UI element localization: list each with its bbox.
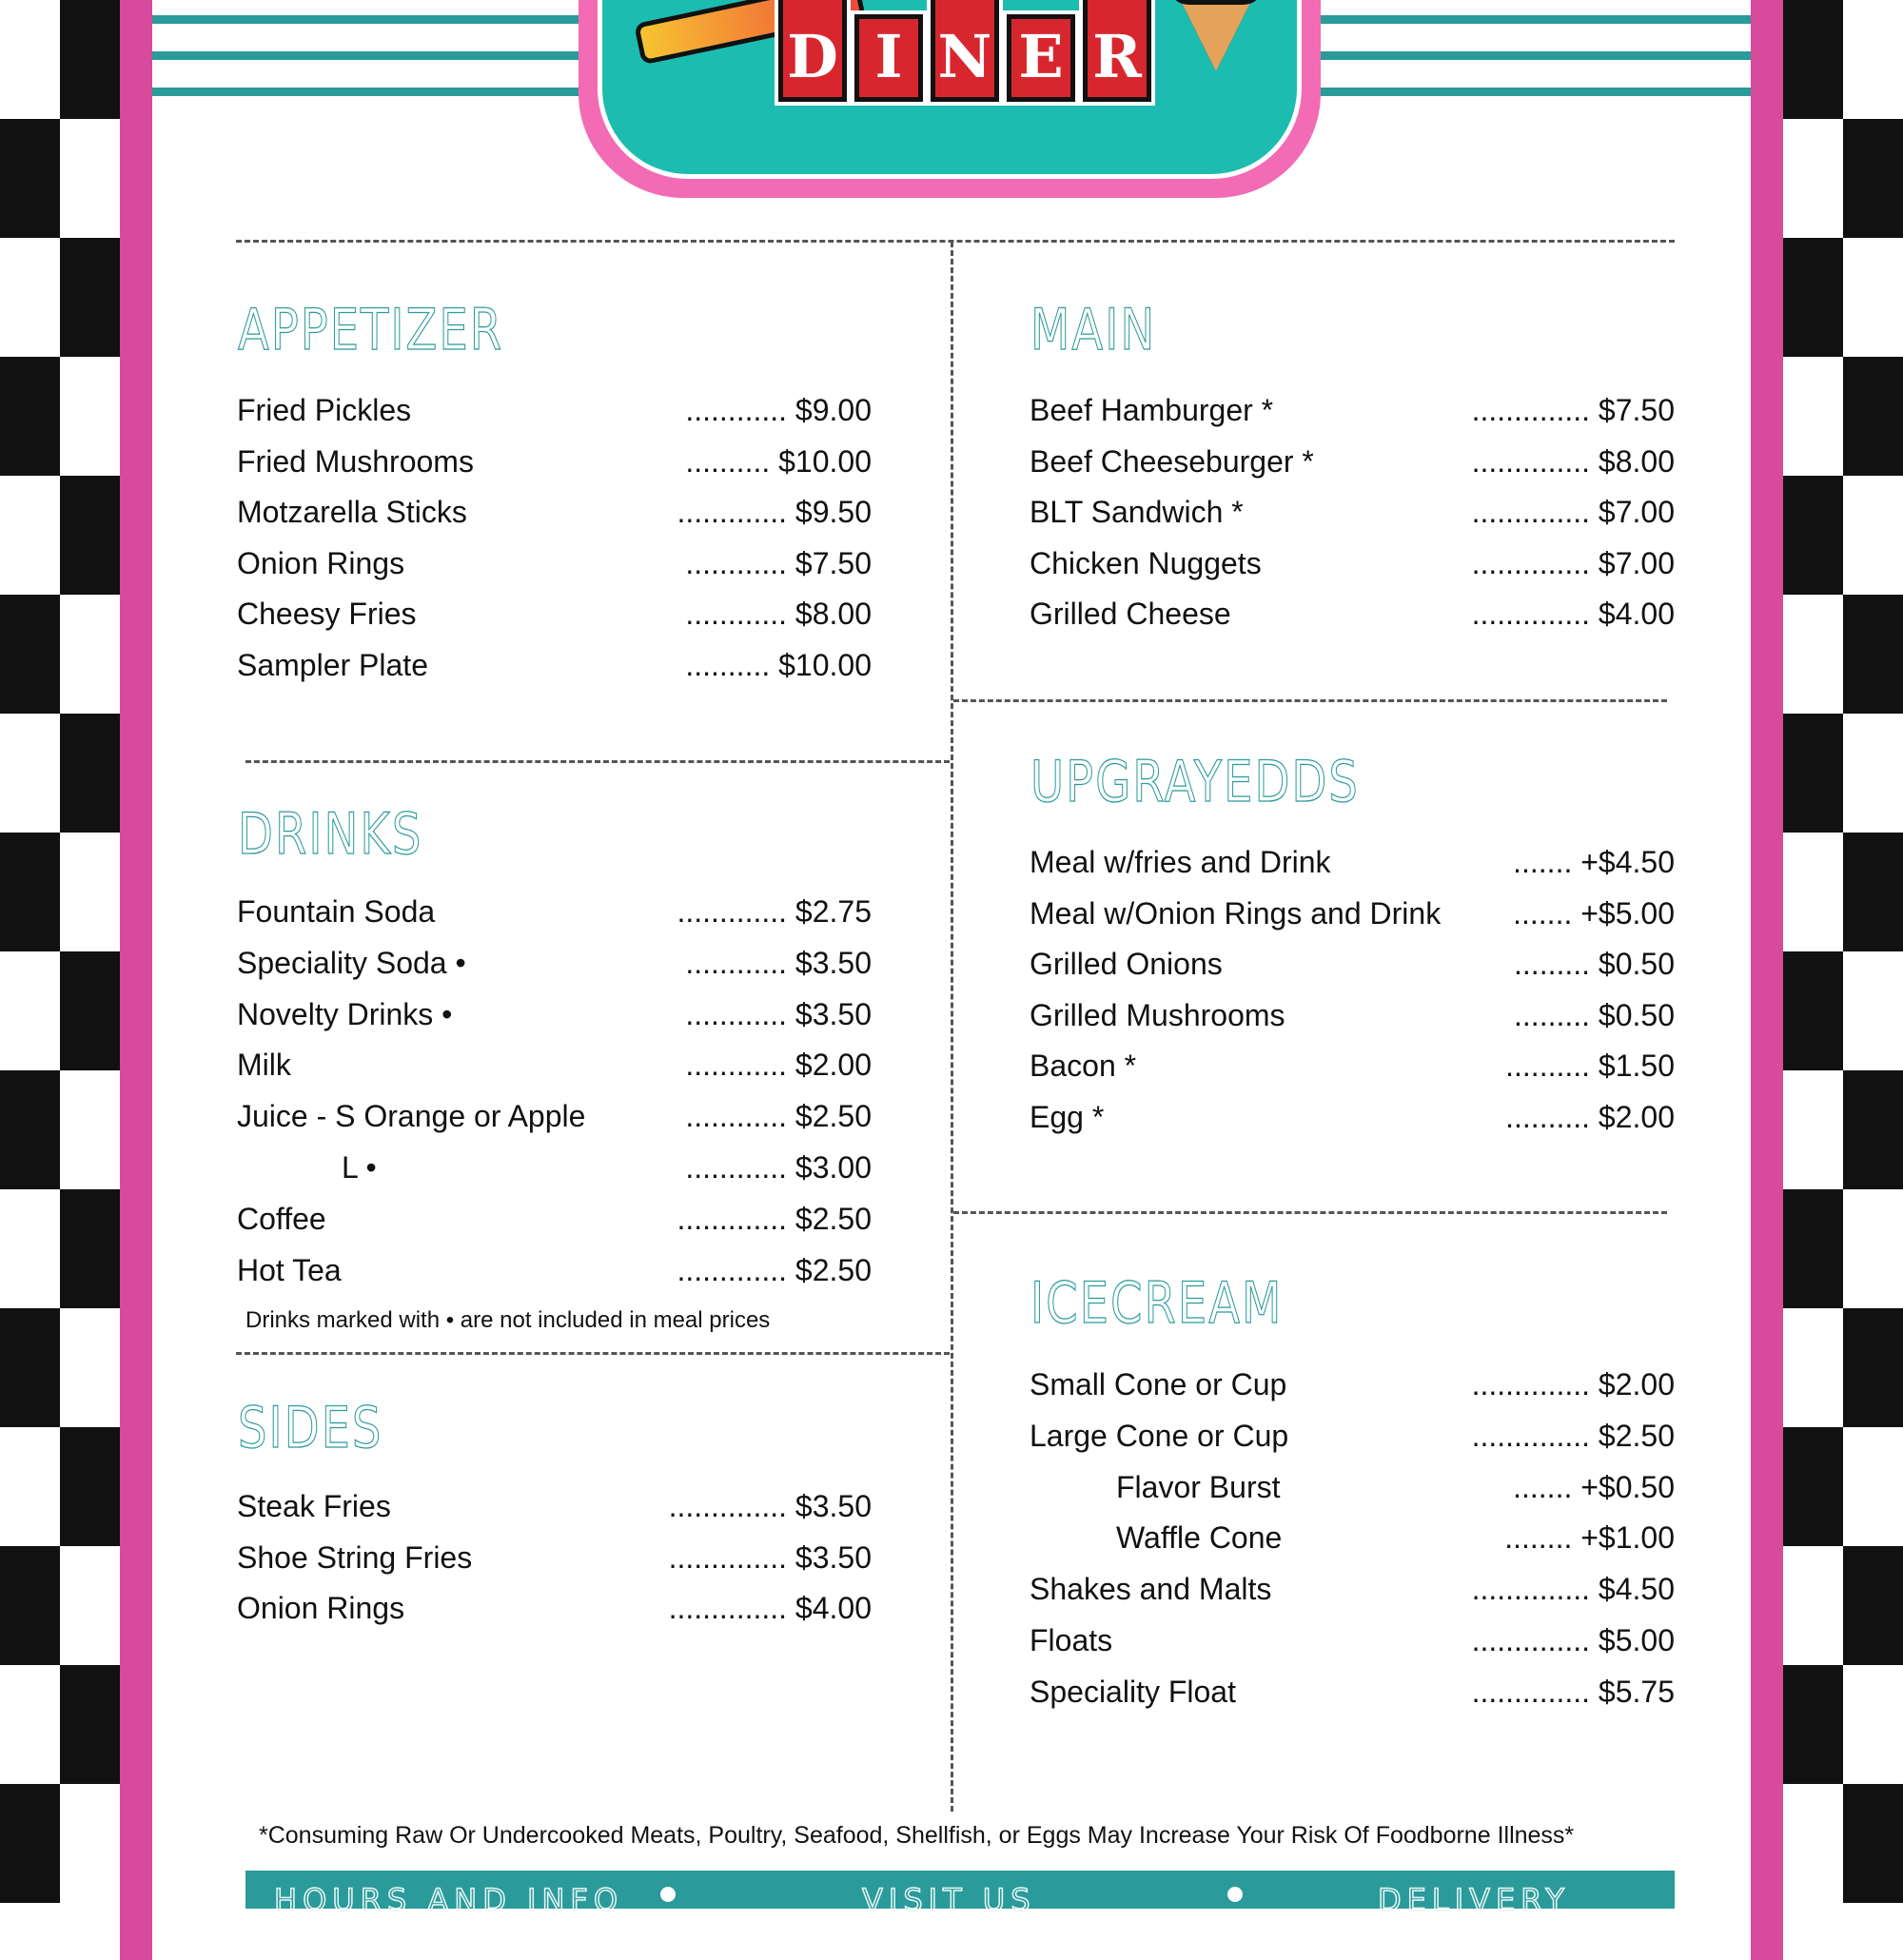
menu-item-price: $0.50: [1598, 997, 1675, 1032]
menu-item-name: Milk: [237, 1048, 291, 1083]
menu-item-name: Hot Tea: [237, 1252, 342, 1287]
section-heading-icecream: ICECREAM: [1030, 1270, 1284, 1337]
menu-item-name: Waffle Cone: [1116, 1520, 1283, 1556]
menu-item-name: Chicken Nuggets: [1030, 545, 1262, 580]
menu-item-price: $3.50: [795, 1489, 872, 1523]
menu-item-price: $2.00: [795, 1048, 872, 1083]
dot-leader: ..............: [668, 1489, 788, 1523]
menu-item-price-row: [685, 444, 872, 480]
menu-item-price-row: [1472, 1675, 1675, 1710]
menu-item-name: Large Cone or Cup: [1030, 1418, 1289, 1453]
menu-item-name: Novelty Drinks •: [237, 996, 453, 1031]
menu-item-name: Flavor Burst: [1116, 1469, 1281, 1504]
logo-letter: I: [854, 14, 923, 102]
menu-item-name: Egg *: [1030, 1099, 1105, 1134]
menu-item-price-row: [685, 997, 872, 1032]
dot-leader: ..............: [1471, 495, 1591, 529]
menu-item-name: Fountain Soda: [237, 894, 436, 929]
menu-item-name: Meal w/fries and Drink: [1030, 845, 1331, 879]
menu-item-price-row: [669, 1540, 872, 1576]
menu-item-price-row: [1472, 1572, 1675, 1607]
dot-leader: ............: [685, 1099, 788, 1134]
menu-item-price: $4.00: [1598, 597, 1675, 631]
dot-leader: ..............: [1471, 1367, 1591, 1401]
menu-item-price-row: [1504, 1520, 1675, 1556]
menu-item-price: $5.00: [1598, 1623, 1675, 1657]
menu-item-name: Motzarella Sticks: [237, 495, 467, 529]
menu-item-price: $2.50: [795, 1099, 872, 1134]
dot-leader: ............: [685, 545, 788, 580]
footer-visit: VISIT US: [862, 1882, 1036, 1918]
dot-leader: ..............: [1471, 443, 1591, 479]
dot-leader: .............: [677, 1201, 788, 1236]
dot-leader: .............: [677, 1252, 788, 1287]
menu-item-price: +$0.50: [1580, 1469, 1675, 1504]
header-stripe: [152, 51, 580, 60]
menu-item-price: +$5.00: [1580, 895, 1675, 931]
dot-leader: .......: [1513, 1469, 1573, 1504]
menu-item-price: $3.50: [795, 996, 872, 1031]
dot-leader: ............: [685, 1150, 788, 1185]
checkerboard-border-left: [0, 0, 120, 1903]
logo-letter: D: [778, 0, 847, 102]
logo-letter: N: [931, 0, 999, 102]
menu-item-name: Onion Rings: [237, 545, 405, 580]
menu-item-price-row: [1472, 393, 1675, 428]
dot-leader: .........: [1514, 947, 1591, 981]
menu-item-name: Speciality Float: [1030, 1674, 1236, 1709]
section-heading-upgrades: UPGRAYEDDS: [1030, 749, 1360, 815]
divider: [245, 760, 950, 763]
dot-leader: ............: [685, 393, 788, 427]
dot-leader: ..............: [1471, 1623, 1591, 1657]
menu-item-price-row: [685, 597, 872, 632]
dot-leader: ..........: [1505, 1099, 1591, 1134]
menu-item-price-row: [1513, 845, 1675, 880]
section-heading-main: MAIN: [1030, 297, 1157, 363]
section-heading-sides: SIDES: [238, 1395, 383, 1461]
header-stripe: [152, 15, 580, 24]
menu-item-name: Sampler Plate: [237, 647, 428, 682]
menu-item-price: $2.75: [795, 894, 872, 929]
menu-item-name: Beef Hamburger *: [1030, 393, 1274, 427]
dot-leader: ..............: [1471, 393, 1591, 427]
logo-letters: [778, 14, 1151, 102]
menu-item-price: $2.00: [1598, 1099, 1675, 1134]
dot-leader: .............: [677, 495, 788, 529]
logo-letter: E: [1007, 14, 1075, 102]
ice-cream-scoop-icon: [1171, 0, 1261, 5]
menu-item-name: Small Cone or Cup: [1030, 1367, 1287, 1401]
menu-item-price-row: [685, 1099, 872, 1134]
menu-item-price-row: [685, 946, 872, 981]
menu-item-price-row: [677, 1202, 872, 1237]
menu-item-price-row: [1505, 1049, 1675, 1084]
menu-item-price-row: [1472, 1367, 1675, 1402]
menu-item-name: Grilled Mushrooms: [1030, 997, 1285, 1032]
menu-item-price: $2.00: [1598, 1367, 1675, 1401]
dot-leader: ..........: [685, 443, 771, 479]
menu-item-price-row: [677, 1253, 872, 1288]
menu-item-name: Floats: [1030, 1623, 1113, 1657]
menu-item-price: $10.00: [778, 443, 872, 479]
menu-item-price: $9.50: [795, 495, 872, 529]
dot-leader: ..............: [1471, 597, 1591, 631]
menu-item-name: BLT Sandwich *: [1030, 495, 1244, 529]
menu-item-price-row: [685, 1150, 872, 1186]
footer-dot: [1227, 1887, 1243, 1902]
logo-sign: [598, 0, 1302, 179]
menu-item-price-row: [669, 1591, 872, 1626]
menu-item-price: $2.50: [795, 1201, 872, 1236]
menu-item-name: Shakes and Malts: [1030, 1572, 1272, 1607]
menu-item-price: $9.00: [795, 393, 872, 427]
divider: [953, 1211, 1667, 1214]
dot-leader: ........: [1504, 1520, 1573, 1556]
menu-item-price-row: [1472, 1419, 1675, 1454]
menu-item-price: +$4.50: [1580, 845, 1675, 879]
menu-item-price-row: [685, 1048, 872, 1083]
menu-item-price: $5.75: [1598, 1674, 1675, 1709]
menu-item-price-row: [685, 546, 872, 581]
dot-leader: ............: [685, 1048, 788, 1083]
disclaimer: *Consuming Raw Or Undercooked Meats, Poultry, Seafood, Shellfish, or Eggs May Increase Your Risk Of Foodborne Illness*: [259, 1822, 1575, 1849]
menu-item-price: $2.50: [1598, 1418, 1675, 1453]
menu-item-price: $7.50: [795, 545, 872, 580]
dot-leader: ..............: [668, 1539, 788, 1575]
dot-leader: ............: [685, 996, 788, 1031]
menu-item-price: $8.00: [1598, 443, 1675, 479]
menu-item-price: $10.00: [778, 647, 872, 682]
divider: [236, 240, 1675, 243]
dot-leader: ............: [685, 597, 788, 631]
menu-item-name: Grilled Cheese: [1030, 597, 1231, 631]
dot-leader: .............: [677, 894, 788, 929]
menu-item-name: Bacon *: [1030, 1049, 1137, 1083]
header-stripe: [1321, 51, 1751, 60]
menu-item-price: $2.50: [795, 1252, 872, 1287]
diner-logo: [579, 0, 1321, 198]
menu-item-price: $3.00: [795, 1150, 872, 1185]
divider: [953, 699, 1667, 702]
menu-item-price-row: [1514, 998, 1675, 1033]
menu-item-price: $4.00: [795, 1591, 872, 1625]
footer-delivery: DELIVERY: [1378, 1882, 1570, 1918]
menu-item-price: $8.00: [795, 597, 872, 631]
header-stripe: [152, 88, 580, 96]
dot-leader: ..........: [1505, 1049, 1591, 1083]
menu-item-price-row: [1472, 444, 1675, 480]
footer-hours: HOURS AND INFO: [274, 1882, 623, 1918]
dot-leader: ..............: [668, 1591, 788, 1625]
menu-item-price-row: [1472, 597, 1675, 632]
menu-item-name: Cheesy Fries: [237, 597, 417, 631]
menu-item-price: $7.00: [1598, 545, 1675, 580]
menu-item-name: Fried Mushrooms: [237, 443, 474, 479]
menu-item-price-row: [685, 393, 872, 428]
dot-leader: .......: [1513, 845, 1573, 879]
menu-item-price: $4.50: [1598, 1572, 1675, 1607]
menu-item-name: Onion Rings: [237, 1591, 405, 1625]
menu-item-price: $3.50: [795, 945, 872, 980]
menu-item-price: $7.50: [1598, 393, 1675, 427]
menu-item-price-row: [1472, 495, 1675, 530]
menu-item-name: Steak Fries: [237, 1489, 391, 1523]
menu-item-price-row: [685, 648, 872, 683]
divider: [236, 1352, 950, 1355]
checkerboard-border-right: [1783, 0, 1903, 1903]
menu-item-name: Juice - S Orange or Apple: [237, 1099, 586, 1134]
menu-item-name: Speciality Soda •: [237, 945, 466, 980]
header-stripe: [1321, 88, 1751, 96]
dot-leader: ..........: [685, 647, 771, 682]
drinks-note: Drinks marked with • are not included in meal prices: [245, 1307, 771, 1333]
menu-item-name: Coffee: [237, 1201, 326, 1236]
dot-leader: ..............: [1471, 1418, 1591, 1453]
menu-item-price-row: [677, 894, 872, 930]
dot-leader: ............: [685, 945, 788, 980]
header-stripe: [1321, 15, 1751, 24]
menu-item-price-row: [1513, 896, 1675, 931]
menu-item-price-row: [1513, 1470, 1675, 1505]
menu-item-name: Beef Cheeseburger *: [1030, 443, 1314, 479]
menu-item-price-row: [1505, 1100, 1675, 1135]
dot-leader: .......: [1513, 895, 1573, 931]
section-heading-drinks: DRINKS: [238, 801, 423, 868]
column-divider: [951, 242, 953, 1812]
menu-item-price-row: [1472, 546, 1675, 581]
dot-leader: .........: [1514, 997, 1591, 1032]
menu-item-price-row: [669, 1489, 872, 1524]
menu-item-price: +$1.00: [1580, 1520, 1675, 1556]
logo-letter: R: [1083, 0, 1151, 102]
ice-cream-cone-icon: [1173, 0, 1259, 71]
menu-item-price-row: [1514, 947, 1675, 982]
menu-item-name: L •: [342, 1150, 377, 1185]
section-heading-appetizer: APPETIZER: [238, 297, 504, 363]
menu-item-price: $1.50: [1598, 1049, 1675, 1083]
menu-item-name: Shoe String Fries: [237, 1539, 473, 1575]
menu-item-name: Meal w/Onion Rings and Drink: [1030, 895, 1442, 931]
dot-leader: ..............: [1471, 1674, 1591, 1709]
footer-dot: [660, 1887, 676, 1902]
dot-leader: ..............: [1471, 545, 1591, 580]
menu-item-name: Fried Pickles: [237, 393, 412, 427]
dot-leader: ..............: [1471, 1572, 1591, 1607]
menu-item-price: $0.50: [1598, 947, 1675, 981]
menu-item-price: $3.50: [795, 1539, 872, 1575]
menu-item-price-row: [677, 495, 872, 530]
menu-item-name: Grilled Onions: [1030, 947, 1223, 981]
menu-item-price-row: [1472, 1623, 1675, 1658]
menu-item-price: $7.00: [1598, 495, 1675, 529]
